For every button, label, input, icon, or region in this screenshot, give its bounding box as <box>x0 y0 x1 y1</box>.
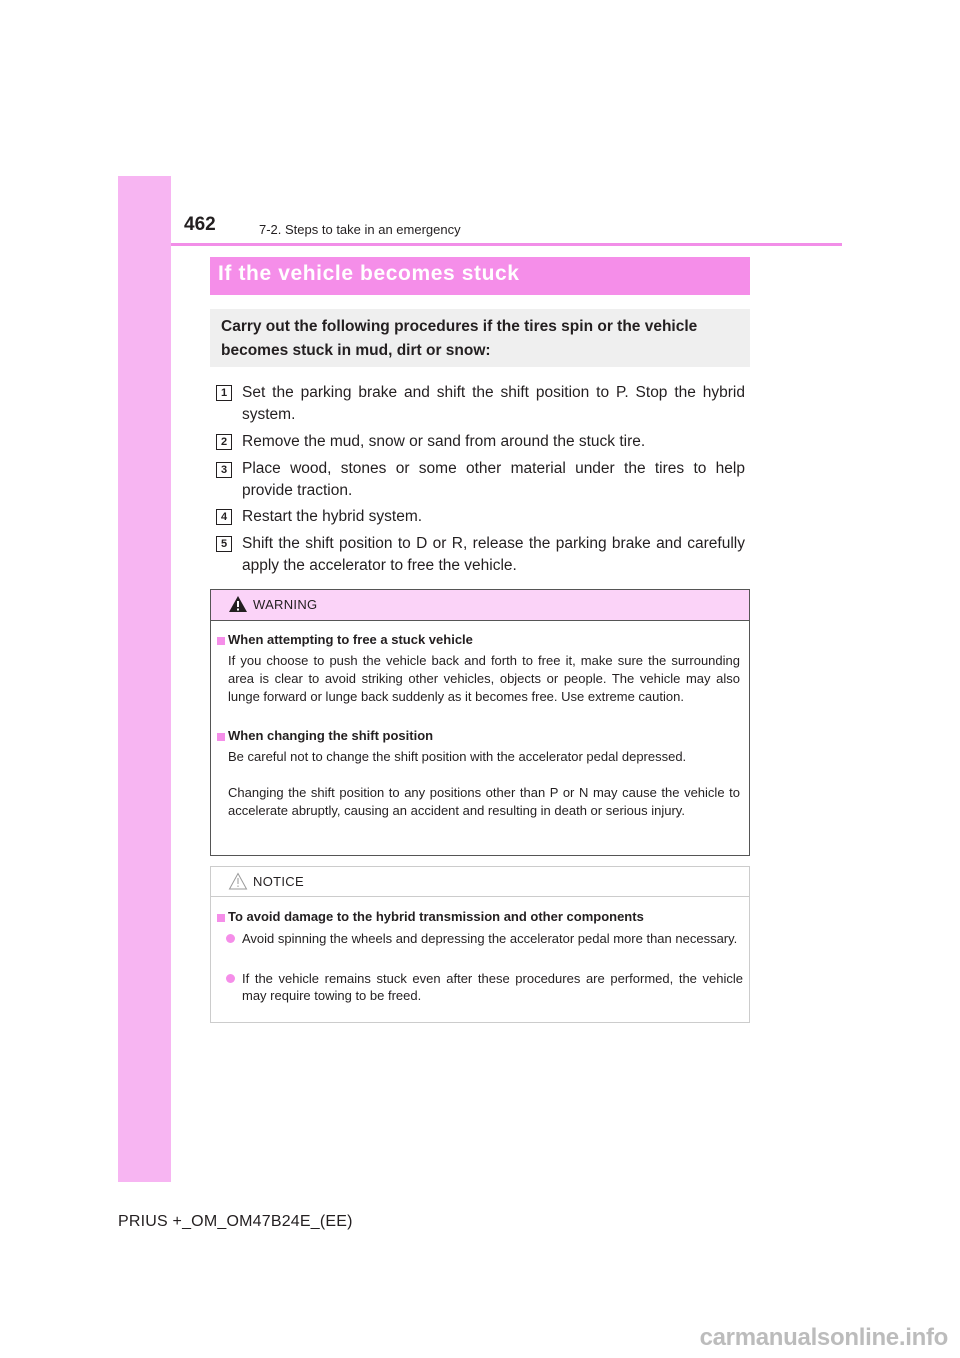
step-number: 2 <box>216 434 232 450</box>
warning-text: Be careful not to change the shift position with the accelerator pedal depressed. <box>228 749 687 764</box>
step-text: Set the parking brake and shift the shift position to P. Stop the hybrid system. <box>242 384 745 423</box>
bullet-dot <box>226 934 235 943</box>
step-text: Remove the mud, snow or sand from around the stuck tire. <box>242 433 646 450</box>
intro-text: Carry out the following procedures if the tires spin or the vehicle becomes stuck in mud, dirt or snow: <box>221 318 698 359</box>
step-number: 3 <box>216 462 232 478</box>
step-text: Restart the hybrid system. <box>242 508 423 525</box>
warning-text: If you choose to push the vehicle back and forth to free it, make sure the surrounding area is clear to avoid striking other vehicles, objects or people. The vehicle may also lunge forward or lunge back suddenly as it becomes free. Use extreme caution. <box>228 653 740 704</box>
watermark: carmanualsonline.info <box>699 1324 948 1351</box>
notice-label: NOTICE <box>253 874 304 889</box>
warning-header <box>211 590 749 621</box>
step-number: 1 <box>216 385 232 401</box>
warning-triangle-icon <box>228 595 248 613</box>
page-number: 462 <box>184 214 216 235</box>
bullet-square <box>217 733 225 741</box>
title-banner <box>210 257 750 295</box>
bullet-square <box>217 637 225 645</box>
warning-box <box>210 589 750 856</box>
document-footer: PRIUS +_OM_OM47B24E_(EE) <box>118 1213 353 1230</box>
header-rule <box>171 243 842 246</box>
warning-text: Changing the shift position to any positions other than P or N may cause the vehicle to accelerate abruptly, causing an accident and resulting in death or serious injury. <box>228 785 740 818</box>
step-number: 5 <box>216 536 232 552</box>
warning-subheading: When attempting to free a stuck vehicle <box>228 632 473 647</box>
warning-label: WARNING <box>253 597 318 612</box>
notice-header <box>211 867 749 897</box>
step-number: 4 <box>216 509 232 525</box>
notice-triangle-icon <box>228 872 248 890</box>
bullet-square <box>217 914 225 922</box>
step-text: Shift the shift position to D or R, release the parking brake and carefully apply the accelerator to free the vehicle. <box>242 535 745 574</box>
notice-subheading: To avoid damage to the hybrid transmission and other components <box>228 909 644 924</box>
notice-bullet-text: If the vehicle remains stuck even after these procedures are performed, the vehicle may require towing to be freed. <box>242 971 743 1003</box>
section-title: 7-2. Steps to take in an emergency <box>259 222 461 237</box>
intro-box <box>210 309 750 367</box>
warning-subheading: When changing the shift position <box>228 728 434 743</box>
notice-box <box>210 866 750 1023</box>
notice-bullet-text: Avoid spinning the wheels and depressing the accelerator pedal more than necessary. <box>242 931 738 946</box>
chapter-side-tab <box>118 176 171 1182</box>
page-title: If the vehicle becomes stuck <box>218 262 520 285</box>
step-text: Place wood, stones or some other material under the tires to help provide traction. <box>242 460 745 499</box>
bullet-dot <box>226 974 235 983</box>
